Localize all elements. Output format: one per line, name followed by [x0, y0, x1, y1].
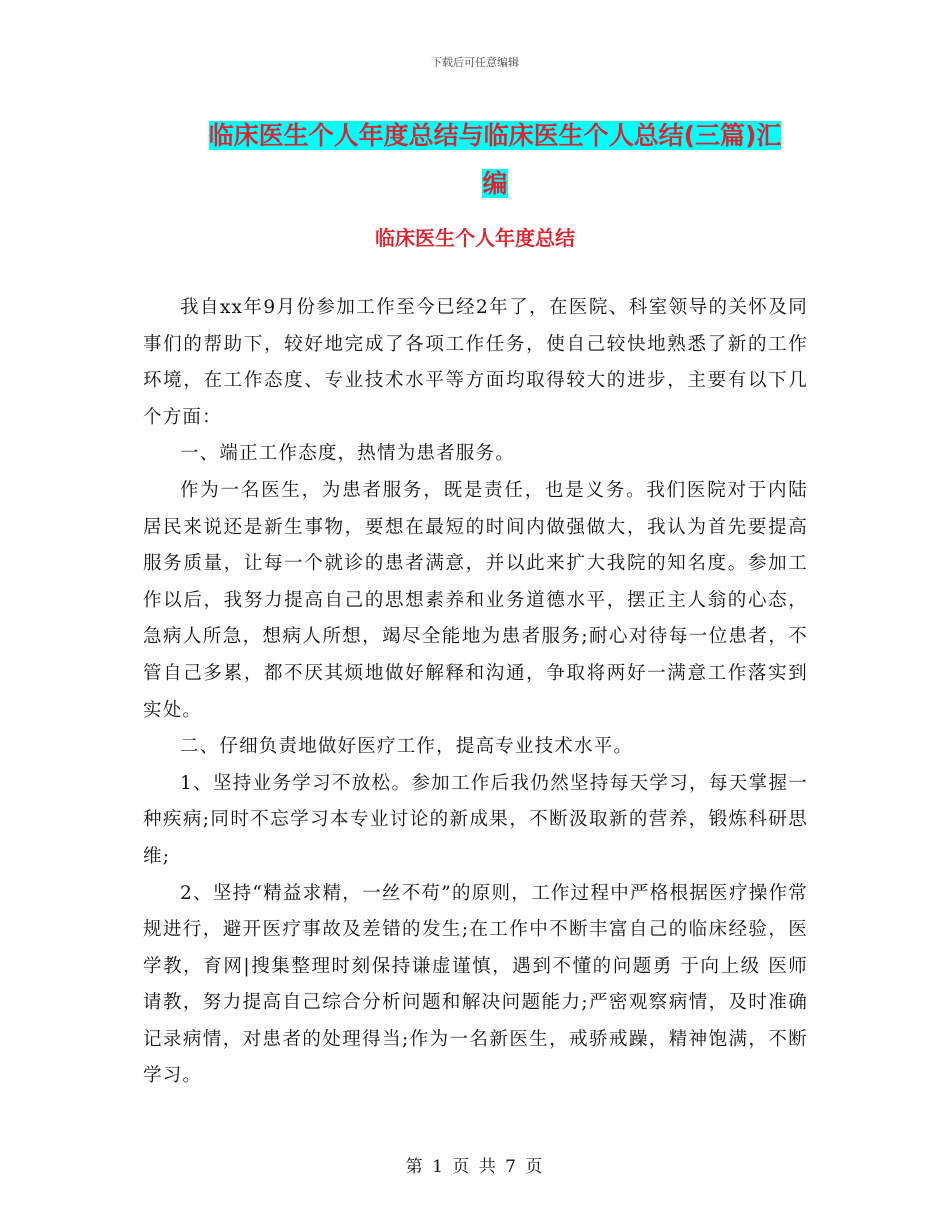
paragraph: 我自xx年9月份参加工作至今已经2年了，在医院、科室领导的关怀及同事们的帮助下，较好地完成了各项工作任务，使自己较快地熟悉了新的工作环境，在工作态度、专业技术水平等方面均取得较大的进步，主要有以下几个方面：: [143, 297, 808, 428]
document-title-line2: 编: [482, 169, 508, 198]
paragraph: 2、坚持“精益求精，一丝不苟”的原则，工作过程中严格根据医疗操作常规进行，避开医疗事故及差错的发生;在工作中不断丰富自己的临床经验，医学教，育网|搜集整理时刻保持谦虚谨慎，遇到不懂的问题勇 于向上级 医师请教，努力提高自己综合分析问题和解决问题能力;严密观察病情，及时准确记录病情，对患者的处理得当;作为一名新医生，戒骄戒躁，精神饱满，不断学习。: [143, 882, 808, 1087]
body-text: [143, 290, 808, 1095]
paragraph: 1、坚持业务学习不放松。参加工作后我仍然坚持每天学习，每天掌握一种疾病;同时不忘学习本专业讨论的新成果，不断汲取新的营养，锻炼科研思维;: [143, 772, 808, 867]
header-note: 下载后可任意编辑: [431, 56, 519, 69]
paragraph: 作为一名医生，为患者服务，既是责任，也是义务。我们医院对于内陆居民来说还是新生事物，要想在最短的时间内做强做大，我认为首先要提高服务质量，让每一个就诊的患者满意，并以此来扩大我院的知名度。参加工作以后，我努力提高自己的思想素养和业务道德水平，摆正主人翁的心态，急病人所急，想病人所想，竭尽全能地为患者服务;耐心对待每一位患者，不管自己多累，都不厌其烦地做好解释和沟通，争取将两好一满意工作落实到实处。: [143, 479, 808, 721]
page-footer: 第 1 页 共 7 页: [405, 1157, 545, 1177]
document-title-line1: 临床医生个人年度总结与临床医生个人总结(三篇)汇: [208, 121, 782, 150]
document-title: [185, 112, 805, 208]
paragraph: 一、端正工作态度，热情为患者服务。: [180, 443, 515, 465]
section-heading: 临床医生个人年度总结: [375, 226, 575, 250]
paragraph: 二、仔细负责地做好医疗工作，提高专业技术水平。: [180, 736, 634, 758]
